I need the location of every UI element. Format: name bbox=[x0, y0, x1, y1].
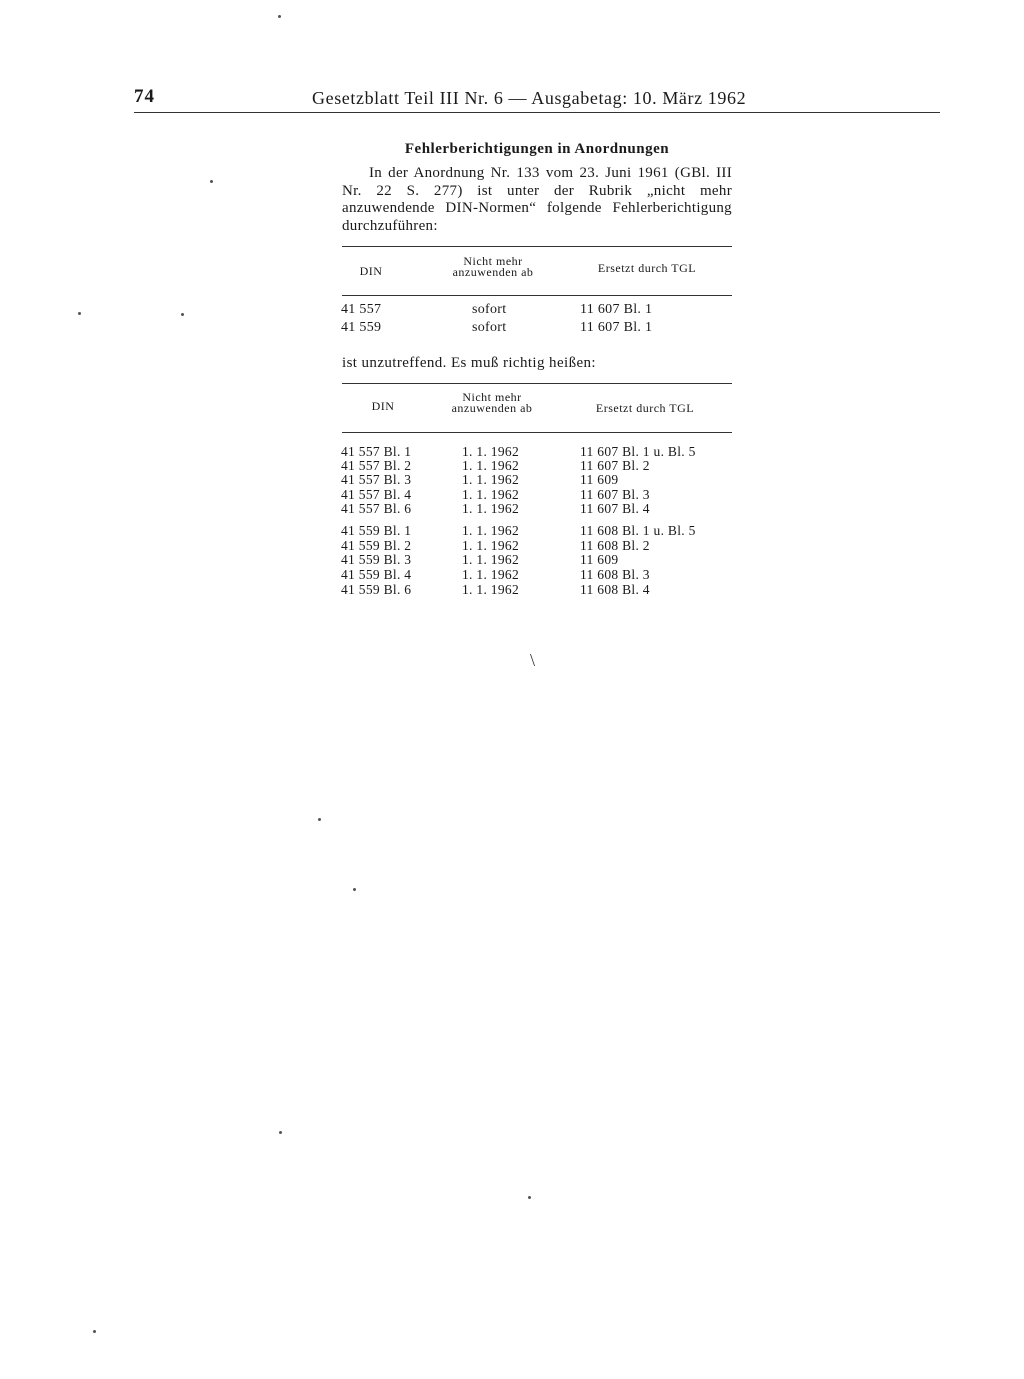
scan-speck bbox=[278, 15, 281, 18]
table-cell: 1. 1. 1962 bbox=[462, 538, 519, 553]
table-cell: 1. 1. 1962 bbox=[462, 567, 519, 582]
table-cell: 11 608 Bl. 1 u. Bl. 5 bbox=[580, 523, 696, 538]
scan-speck bbox=[93, 1330, 96, 1333]
table-cell: 1. 1. 1962 bbox=[462, 487, 519, 502]
table-cell: 11 607 Bl. 1 bbox=[580, 320, 653, 335]
table-1-header-din: DIN bbox=[359, 264, 383, 278]
table-2-header-din: DIN bbox=[371, 399, 395, 413]
scan-speck bbox=[78, 312, 81, 315]
table-cell: 11 608 Bl. 2 bbox=[580, 538, 650, 553]
table-cell: 41 559 Bl. 1 bbox=[341, 523, 412, 538]
table-cell: 11 607 Bl. 2 bbox=[580, 458, 650, 473]
table-cell: 41 557 Bl. 6 bbox=[341, 501, 412, 516]
table-cell: 41 557 Bl. 4 bbox=[341, 487, 412, 502]
table-cell: 11 608 Bl. 3 bbox=[580, 567, 650, 582]
table-cell: 1. 1. 1962 bbox=[462, 552, 519, 567]
table-1-top-rule bbox=[342, 246, 732, 247]
table-cell: 41 559 Bl. 2 bbox=[341, 538, 412, 553]
table-cell: 11 607 Bl. 4 bbox=[580, 501, 650, 516]
table-cell: 11 607 Bl. 1 bbox=[580, 302, 653, 317]
table-cell: 1. 1. 1962 bbox=[462, 472, 519, 487]
intro-paragraph: In der Anordnung Nr. 133 vom 23. Juni 1961 (GBl. III Nr. 22 S. 277) ist unter der Rubrik „nicht mehr anzuwendende DIN-Normen“ folgende Fehlerberichtigung durchzuführen: bbox=[342, 165, 732, 234]
table-1-header-rule bbox=[342, 295, 732, 296]
table-cell: 41 557 Bl. 2 bbox=[341, 458, 412, 473]
table-cell: 11 607 Bl. 3 bbox=[580, 487, 650, 502]
table-cell: 41 557 Bl. 3 bbox=[341, 472, 412, 487]
table-cell: 11 607 Bl. 1 u. Bl. 5 bbox=[580, 444, 696, 459]
table-cell: sofort bbox=[472, 320, 507, 335]
table-cell: 11 608 Bl. 4 bbox=[580, 582, 650, 597]
table-1-header-nicht-mehr: Nicht mehr anzuwenden ab bbox=[452, 254, 534, 279]
table-cell: 41 559 bbox=[341, 320, 382, 335]
scan-speck bbox=[528, 1196, 531, 1199]
table-cell: 41 559 Bl. 4 bbox=[341, 567, 412, 582]
table-2-header-rule bbox=[342, 432, 732, 433]
table-cell: 41 557 bbox=[341, 302, 382, 317]
table-cell: 1. 1. 1962 bbox=[462, 582, 519, 597]
scan-speck bbox=[210, 180, 213, 183]
scan-speck bbox=[181, 313, 184, 316]
scan-speck bbox=[279, 1131, 282, 1134]
table-1-header-ersetzt: Ersetzt durch TGL bbox=[597, 261, 697, 275]
header-rule bbox=[134, 112, 940, 113]
table-2-header-ersetzt: Ersetzt durch TGL bbox=[595, 401, 695, 415]
stray-mark: \ bbox=[530, 650, 536, 670]
scan-speck bbox=[318, 818, 321, 821]
table-cell: sofort bbox=[472, 302, 507, 317]
running-head: Gesetzblatt Teil III Nr. 6 — Ausgabetag: 10. März 1962 bbox=[312, 88, 747, 108]
table-cell: 11 609 bbox=[580, 552, 619, 567]
scan-speck bbox=[353, 888, 356, 891]
table-cell: 41 557 Bl. 1 bbox=[341, 444, 412, 459]
table-cell: 1. 1. 1962 bbox=[462, 444, 519, 459]
table-cell: 41 559 Bl. 3 bbox=[341, 552, 412, 567]
table-cell: 41 559 Bl. 6 bbox=[341, 582, 412, 597]
table-cell: 1. 1. 1962 bbox=[462, 458, 519, 473]
page-number: 74 bbox=[134, 86, 155, 107]
table-cell: 11 609 bbox=[580, 472, 619, 487]
table-2-top-rule bbox=[342, 383, 732, 384]
table-cell: 1. 1. 1962 bbox=[462, 523, 519, 538]
table-cell: 1. 1. 1962 bbox=[462, 501, 519, 516]
table-2-header-nicht-mehr: Nicht mehr anzuwenden ab bbox=[451, 390, 533, 415]
correction-note: ist unzutreffend. Es muß richtig heißen: bbox=[342, 355, 597, 371]
section-title: Fehlerberichtigungen in Anordnungen bbox=[404, 141, 670, 157]
